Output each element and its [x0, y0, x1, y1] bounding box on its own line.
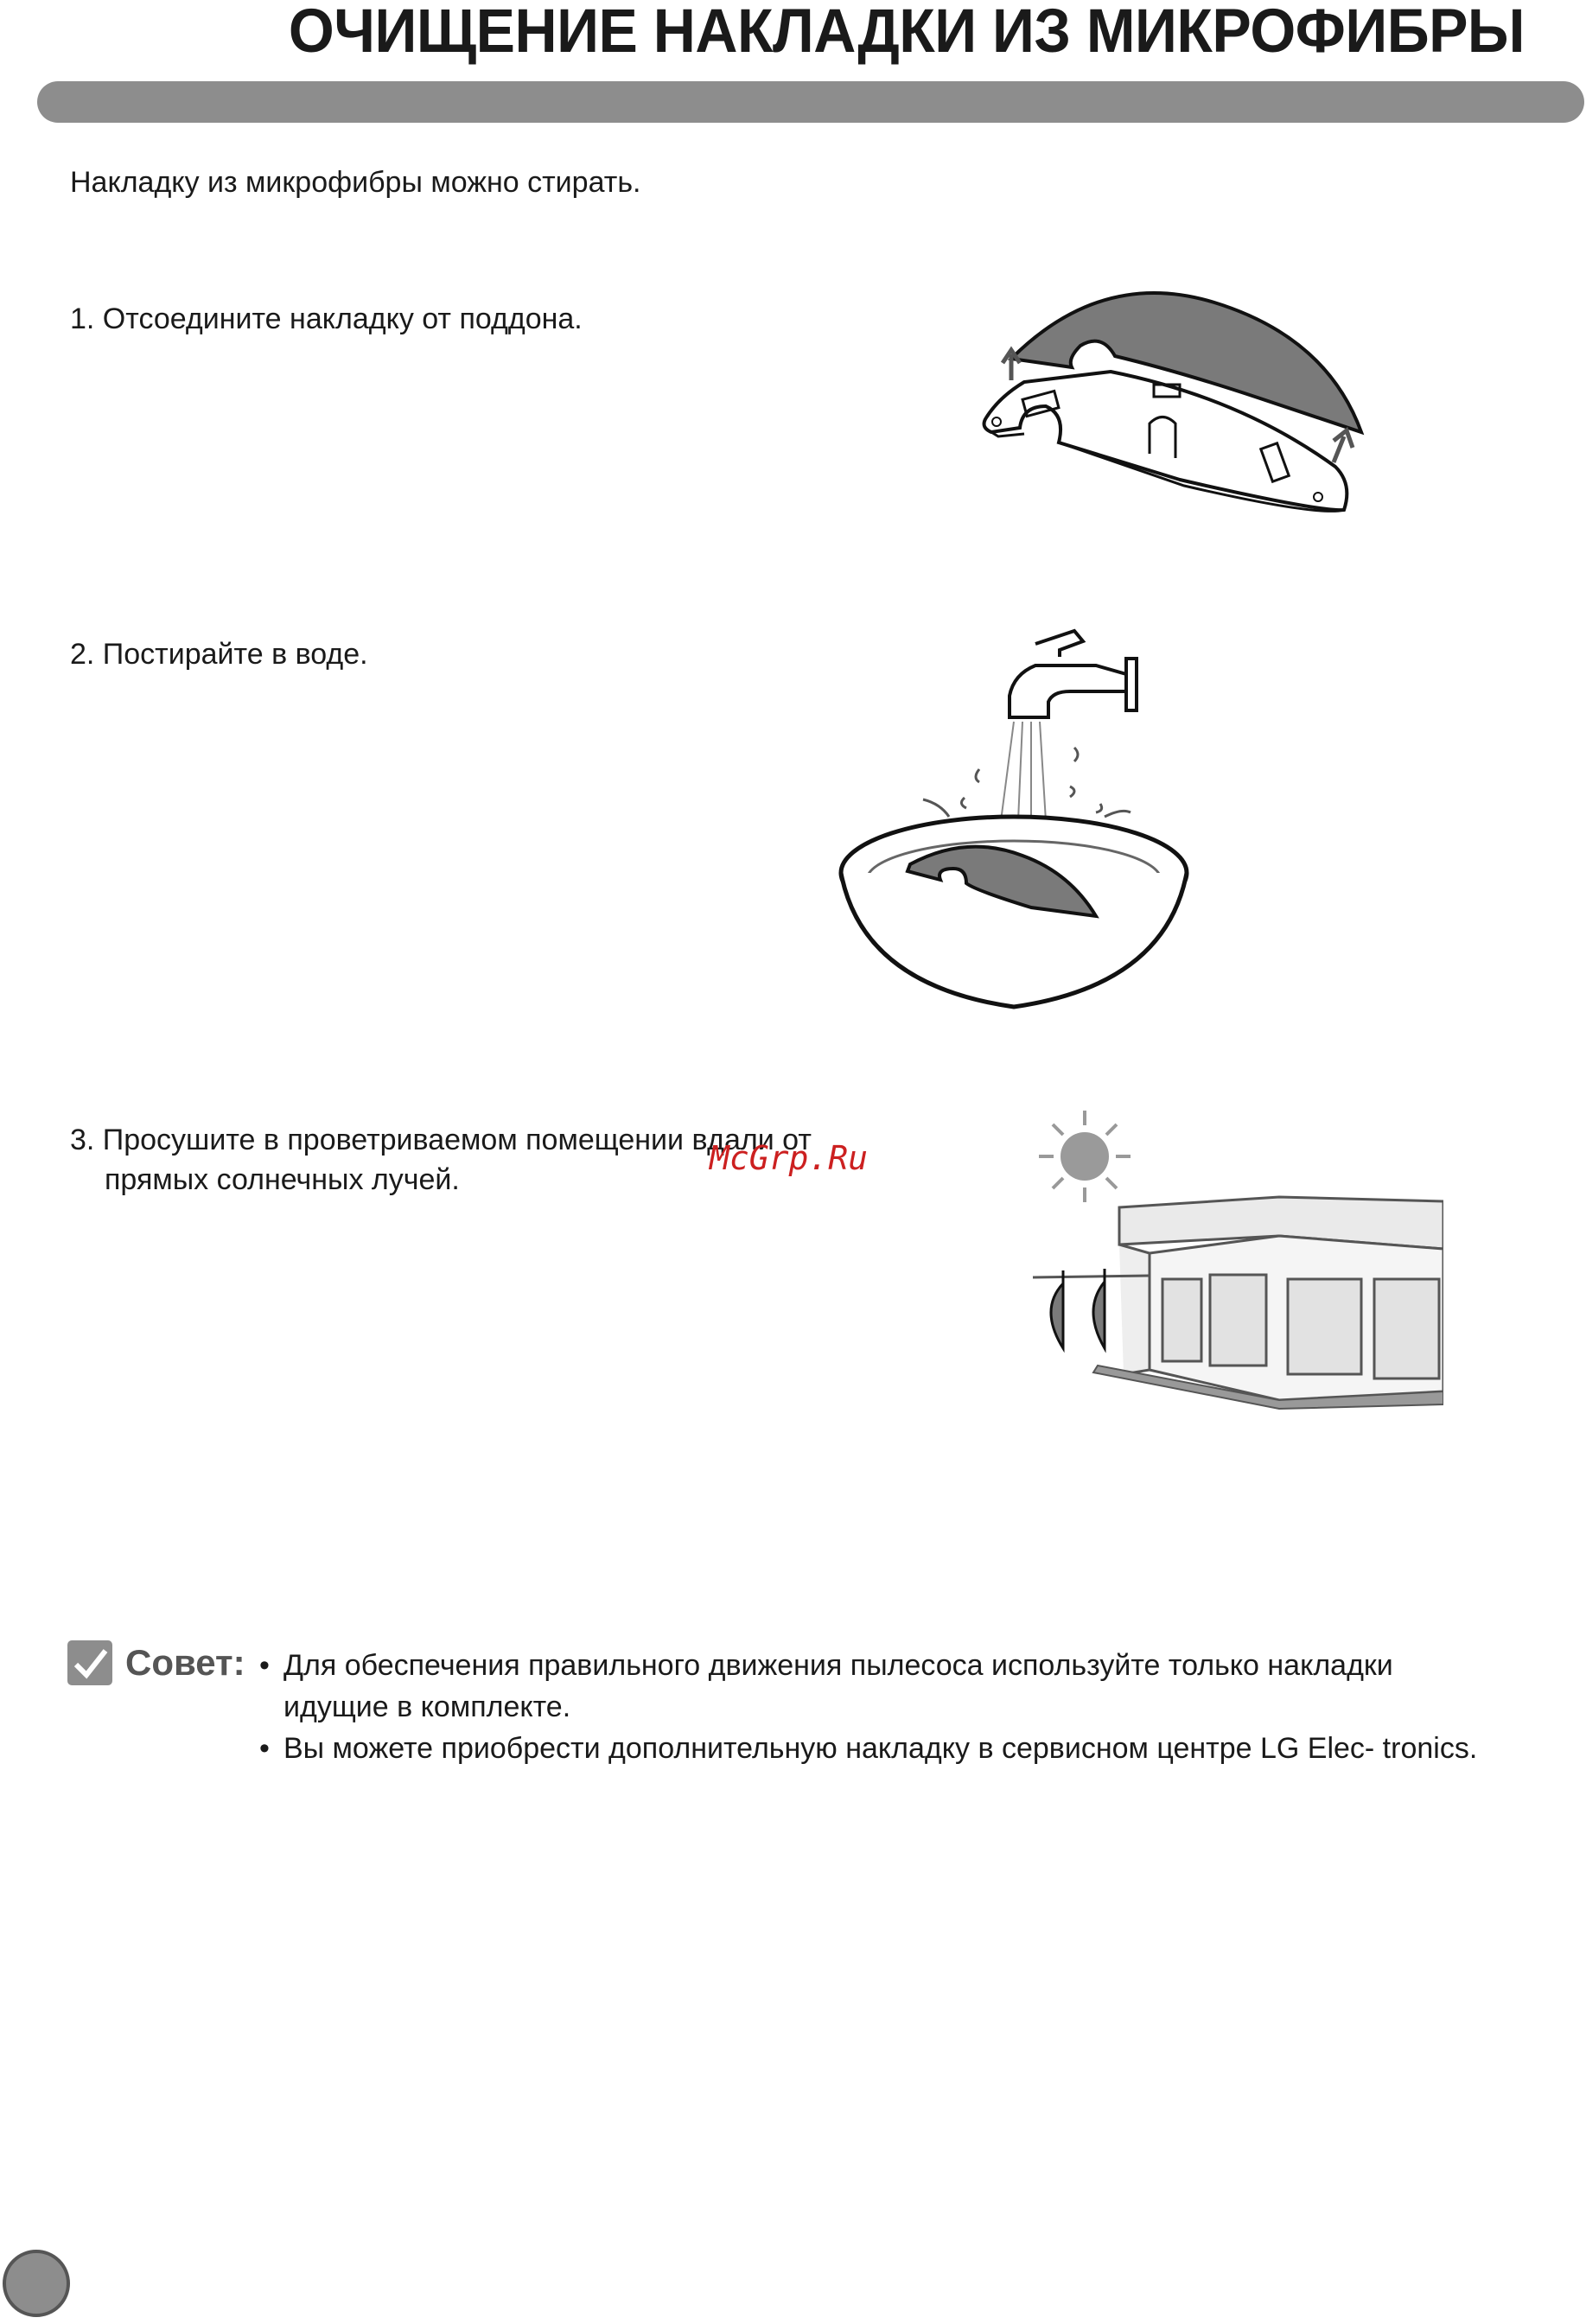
intro-text: Накладку из микрофибры можно стирать.: [70, 166, 641, 199]
washing-bowl-illustration: [837, 605, 1200, 1016]
step-1-text: 1. Отсоедините накладку от поддона.: [70, 302, 583, 335]
watermark: McGrp.Ru: [710, 1139, 869, 1177]
pad-detach-illustration: [972, 285, 1379, 527]
step-3-text-line2: прямых солнечных лучей.: [105, 1163, 460, 1196]
drying-shade-illustration: [1029, 1106, 1443, 1417]
checkmark-glyph: [67, 1640, 112, 1685]
checkmark-icon: [67, 1640, 112, 1685]
step-2: [70, 634, 368, 674]
step-2-text: 2. Постирайте в воде.: [70, 638, 368, 671]
page-title: ОЧИЩЕНИЕ НАКЛАДКИ ИЗ МИКРОФИБРЫ: [288, 0, 1525, 66]
page-number-badge: [3, 2250, 70, 2317]
tip-list: [259, 1645, 1487, 1769]
tip-item-2: • Вы можете приобрести дополнительную накладку в сервисном центре LG Elec- tronics.: [259, 1728, 1487, 1769]
step-3-text-line1: 3. Просушите в проветриваемом помещении вдали от: [70, 1124, 812, 1156]
tip-label: Совет:: [125, 1642, 245, 1683]
title-bar: [37, 81, 1584, 123]
tip-item-1: • Для обеспечения правильного движения пылесоса используйте только накладки идущие в комплекте.: [259, 1645, 1487, 1728]
step-3: [70, 1120, 812, 1200]
step-1: [70, 299, 583, 339]
